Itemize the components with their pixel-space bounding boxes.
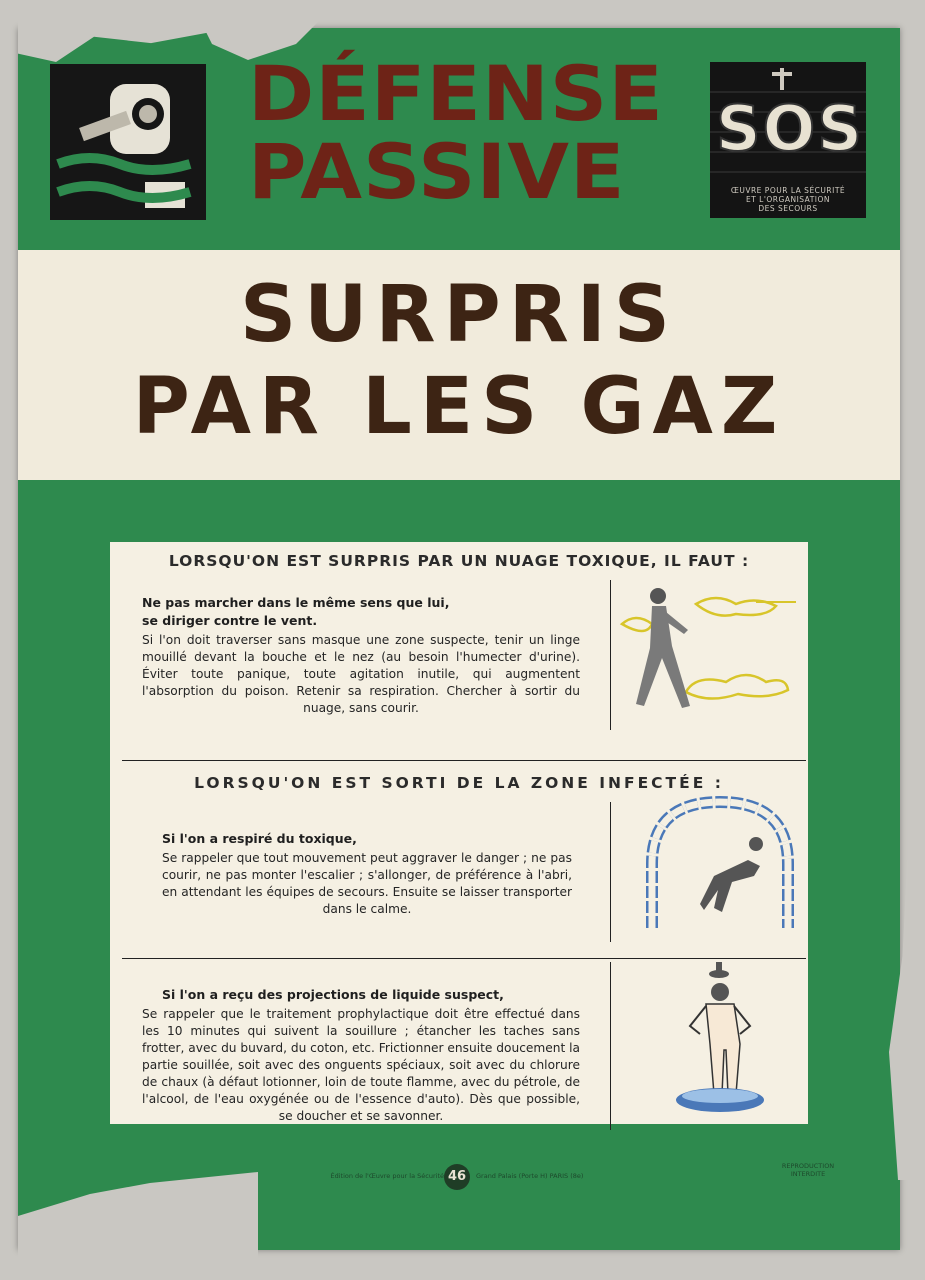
section1-body: Si l'on doit traverser sans masque une zone suspecte, tenir un linge mouillé devant la bouche et le nez (au besoin l'humecter d'urine). Éviter toute panique, toute agitation inutile, qui augmentent l'absorption du poison. Retenir sa respiration. Chercher à sortir du nuage, sans courir.: [142, 633, 580, 715]
section2-subhead: Si l'on a respiré du toxique,: [162, 831, 357, 846]
section1-subhead-2: se diriger contre le vent.: [142, 613, 318, 628]
shelter-arch-illustration: [640, 794, 800, 938]
section1-heading: LORSQU'ON EST SURPRIS PAR UN NUAGE TOXIQUE, IL FAUT :: [168, 552, 750, 570]
section1-subhead-1: Ne pas marcher dans le même sens que lui,: [142, 595, 450, 610]
section3-subhead: Si l'on a reçu des projections de liquide suspect,: [162, 987, 504, 1002]
divider-horizontal-1: [122, 760, 806, 761]
section2-heading: LORSQU'ON EST SORTI DE LA ZONE INFECTÉE :: [194, 774, 724, 792]
sos-subtitle-3: DES SECOURS: [758, 204, 818, 213]
banner-line-1: SURPRIS: [239, 270, 678, 360]
section2-body: Se rappeler que tout mouvement peut aggraver le danger ; ne pas courir, ne pas monter l'escalier ; s'allonger, de préférence à l'abri, en attendant les équipes de secours. Ensuite se laisser transporter dans le calme.: [162, 851, 572, 916]
header: [18, 28, 900, 248]
title-passive: PASSIVE: [248, 127, 626, 216]
shower-man-illustration: [666, 962, 776, 1126]
footer-address: Grand Palais (Porte H) PARIS (8e): [476, 1172, 584, 1180]
walking-man-illustration: [616, 576, 796, 730]
title-banner: [18, 250, 900, 480]
footer-reproduction: [768, 1162, 848, 1178]
instruction-card: [110, 542, 808, 1124]
footer-edition: Édition de l'Œuvre pour la Sécurité: [330, 1172, 444, 1180]
sos-letters: SOS: [716, 92, 865, 165]
sos-logo-icon: [710, 62, 866, 218]
title-defense: DÉFENSE: [248, 49, 664, 138]
divider-vertical-3: [610, 962, 611, 1130]
divider-horizontal-2: [122, 958, 806, 959]
divider-vertical-2: [610, 802, 611, 942]
banner-line-2: PAR LES GAZ: [132, 362, 786, 452]
poster: [18, 28, 900, 1250]
poster-number: 46: [444, 1164, 470, 1190]
footer-right-line1: REPRODUCTION: [781, 1162, 835, 1170]
section3-body: Se rappeler que le traitement prophylactique doit être effectué dans les 10 minutes qui suivent la souillure ; étancher les taches sans frotter, avec du buvard, du coton, etc. Frictionner ensuite doucement la partie souillée, soit avec des onguents spéciaux, soit avec du chlorure de chaux (à défaut lotionner, loin de toute flamme, avec du pétrole, de l'alcool, de l'eau oxygénée ou de l'essence d'auto). Dès que possible, se doucher et se savonner.: [142, 1007, 580, 1123]
sos-subtitle-2: ET L'ORGANISATION: [745, 195, 831, 204]
sos-subtitle-1: ŒUVRE POUR LA SÉCURITÉ: [730, 186, 846, 195]
footer-right-line2: INTERDITE: [790, 1170, 826, 1178]
gas-mask-icon: [50, 64, 206, 220]
divider-vertical-1: [610, 580, 611, 730]
